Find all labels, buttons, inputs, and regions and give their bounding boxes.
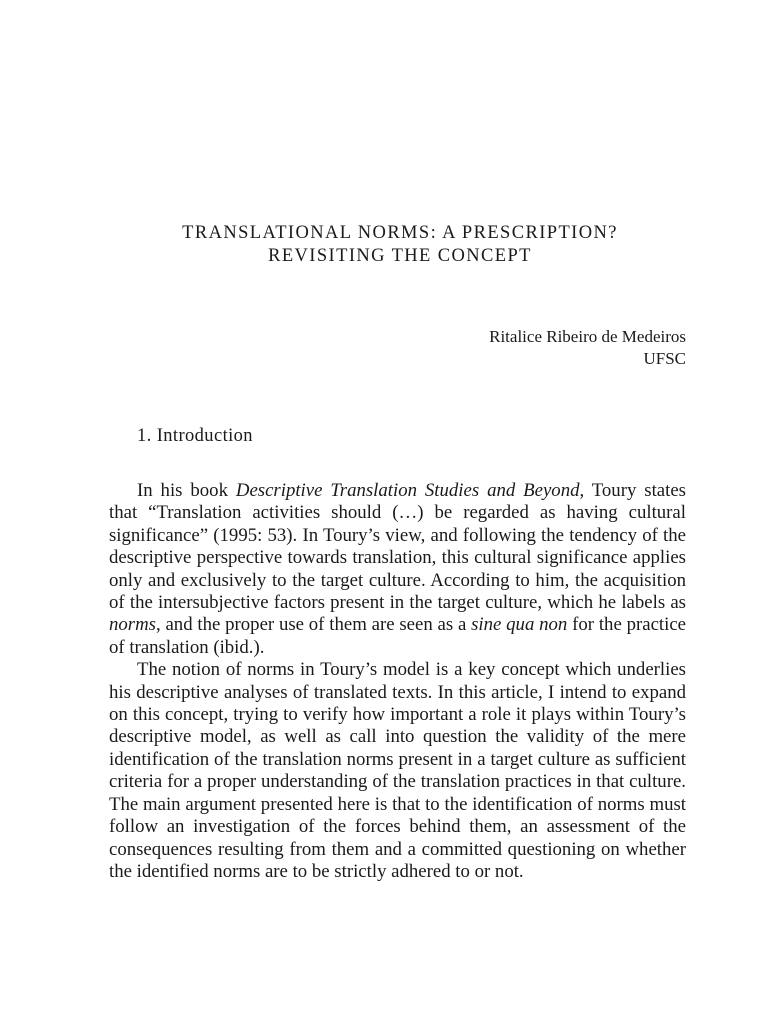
paragraph-1 xyxy=(109,480,686,659)
author-block xyxy=(489,326,686,370)
author-name: Ritalice Ribeiro de Medeiros xyxy=(489,327,686,346)
paragraph-2: The notion of norms in Toury’s model is a key concept which underlies his descriptive analyses of translated texts. In this article, I intend to expand on this concept, trying to verify how important a role it plays within Toury’s descriptive model, as well as call into question the validity of the mere identification of the translation norms present in a target culture as sufficient criteria for a proper understanding of the translation practices in that culture. The main argument presented here is that to the identification of norms must follow an investigation of the forces behind them, an assessment of the consequences resulting from them and a committed questioning on whether the identified norms are to be strictly adhered to or not. xyxy=(109,659,686,882)
paragraph-1-text-c: , and the proper use of them are seen as a xyxy=(155,614,472,636)
paragraph-1-text-d: for the practice of translation (ibid.). xyxy=(109,614,687,658)
latin-term-italic: sine qua non xyxy=(471,614,568,636)
title-line-1: TRANSLATIONAL NORMS: A PRESCRIPTION? xyxy=(182,223,618,243)
author-affiliation: UFSC xyxy=(643,349,686,368)
book-title-italic: Descriptive Translation Studies and Beyond xyxy=(235,480,580,501)
paragraph-1-text-a: In his book xyxy=(137,480,236,501)
section-heading-introduction: 1. Introduction xyxy=(137,426,253,446)
article-title xyxy=(0,222,768,268)
paragraph-1-text-b: , Toury states that “Translation activities should (…) be regarded as having cultural significance” (1995: 53). In Toury’s view, and following the tendency of the descriptive perspective towards translation, this cultural significance applies only and exclusively to the target culture. According to him, the acquisition of the intersubjective factors present in the target culture, which he labels as xyxy=(109,480,686,614)
norms-term-italic: norms xyxy=(109,614,156,636)
title-line-2: REVISITING THE CONCEPT xyxy=(268,246,532,266)
article-body xyxy=(109,480,686,883)
